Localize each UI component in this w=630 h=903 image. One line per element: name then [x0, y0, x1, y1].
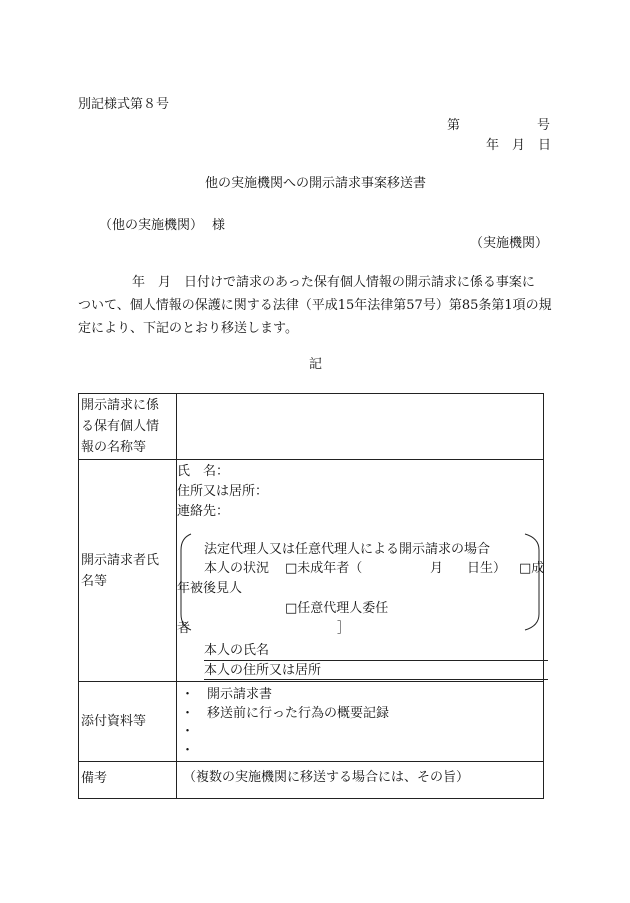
attachment-item: ・ 移送前に行った行為の概要記録	[181, 705, 390, 721]
table-row-remarks	[79, 762, 544, 799]
date-day: 日	[538, 138, 552, 153]
person-status-label: 本人の状況	[204, 561, 270, 576]
value-remarks: （複数の実施機関に移送する場合には、その旨）	[177, 762, 544, 799]
agent-heading: 法定代理人又は任意代理人による開示請求の場合	[204, 542, 491, 557]
person-address-underline	[204, 679, 548, 680]
document-number-suffix: 号	[537, 118, 551, 133]
birth-month-label: 月	[430, 561, 444, 576]
person-name-underline	[204, 660, 548, 661]
body-line-1: 年 月 日付けで請求のあった保有個人情報の開示請求に係る事案に	[132, 275, 535, 290]
date-month: 月	[512, 138, 526, 153]
attachment-item: ・	[181, 742, 195, 758]
label-info-name-line-1: 開示請求に係	[81, 398, 160, 413]
requester-contact-label: 連絡先：	[177, 504, 230, 519]
requester-address-label: 住所又は居所：	[177, 484, 269, 499]
label-attachments: 添付資料等	[79, 682, 177, 762]
label-requester-line-1: 開示請求者氏	[81, 552, 160, 568]
addressee-honorific: 様	[212, 218, 226, 233]
guardian-label: 年被後見人	[177, 581, 243, 596]
sender-agency: （実施機関）	[469, 236, 548, 251]
form-number: 別記様式第８号	[78, 97, 170, 112]
requester-cell-body	[177, 460, 543, 681]
delegated-agent-checkbox-label: □任意代理人委任	[285, 601, 389, 616]
document-number-prefix: 第	[447, 118, 461, 133]
guardian-checkbox-label: □成	[519, 561, 545, 576]
person-address-label: 本人の住所又は居所	[204, 663, 322, 678]
label-info-name	[79, 394, 177, 460]
date-year: 年	[486, 138, 500, 153]
label-requester-line-2: 名等	[81, 573, 108, 589]
delegated-agent-label-end: 者	[177, 621, 191, 636]
attachment-item: ・	[181, 724, 195, 739]
body-paragraph	[78, 271, 552, 340]
person-name-label: 本人の氏名	[204, 643, 270, 658]
label-requester	[79, 460, 177, 682]
value-attachments	[177, 682, 544, 762]
value-info-name	[177, 394, 544, 460]
addressee-name: （他の実施機関）	[99, 218, 204, 233]
label-info-name-line-3: 報の名称等	[81, 440, 147, 455]
table-row-info-name	[79, 394, 544, 460]
transfer-details-table	[78, 393, 544, 799]
label-info-name-line-2: る保有個人情	[81, 419, 160, 434]
attachment-item: ・ 開示請求書	[181, 687, 273, 702]
label-remarks: 備考	[79, 762, 177, 799]
minor-checkbox-label: □未成年者（	[285, 561, 363, 576]
birth-day-label: 日生）	[467, 561, 507, 576]
requester-name-label: 氏 名：	[177, 464, 230, 479]
table-row-requester	[79, 460, 544, 682]
document-title: 他の実施機関への開示請求事案移送書	[204, 176, 426, 191]
table-row-attachments	[79, 682, 544, 762]
value-requester	[177, 460, 544, 682]
ki-heading: 記	[308, 357, 322, 372]
body-line-3: 定により、下記のとおり移送します。	[78, 321, 298, 336]
body-line-2: ついて、個人情報の保護に関する法律（平成15年法律第57号）第85条第1項の規	[78, 298, 552, 313]
bracket-close: ］	[337, 621, 351, 636]
